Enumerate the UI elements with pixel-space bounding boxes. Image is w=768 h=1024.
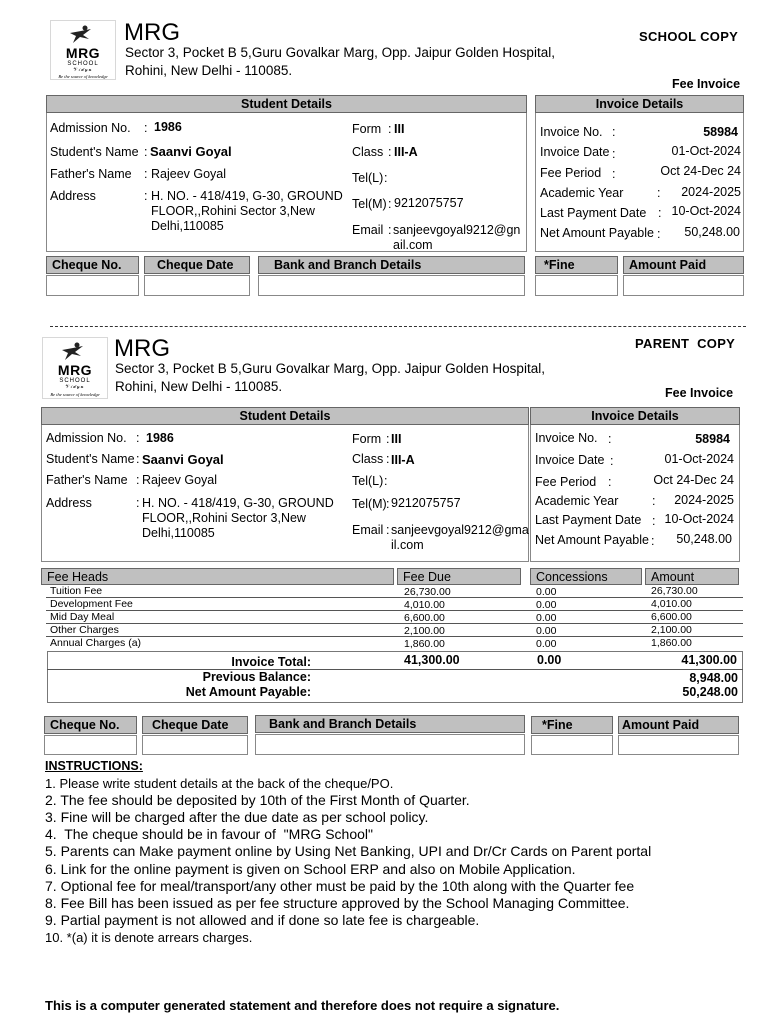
logo-script: 𝒱𝒾𝒹𝓎𝒶 <box>73 67 93 73</box>
copy-label: SCHOOL COPY <box>639 29 739 44</box>
form-label: Form <box>352 122 382 136</box>
fee-invoice-label: Fee Invoice <box>672 77 741 91</box>
colon: : <box>144 189 148 203</box>
fathers-name-value: Rajeev Goyal <box>151 167 227 181</box>
previous-balance-label: Previous Balance: <box>202 670 311 684</box>
bank-branch-field[interactable] <box>258 275 525 296</box>
net-amount-payable-label: Net Amount Payable <box>540 226 654 240</box>
amount-paid-field[interactable] <box>623 275 744 296</box>
amount-header: Amount <box>645 568 739 585</box>
invoice-no-value: 58984 <box>703 125 738 139</box>
fee-row-concession: 0.00 <box>536 599 557 611</box>
instruction-item: 5. Parents can Make payment online by Using Net Banking, UPI and Dr/Cr Cards on Parent portal <box>45 843 652 859</box>
colon: : <box>136 431 140 445</box>
cheque-no-field[interactable] <box>44 735 137 755</box>
colon: : <box>388 122 392 136</box>
form-value: III <box>394 122 405 136</box>
address-value: H. NO. - 418/419, G-30, GROUND FLOOR,,Rohini Sector 3,New Delhi,110085 <box>142 496 334 540</box>
instruction-item: 8. Fee Bill has been issued as per fee structure approved by the School Managing Committee. <box>45 895 630 911</box>
colon: : <box>608 432 612 446</box>
cheque-no-header: Cheque No. <box>46 256 139 274</box>
cheque-date-field[interactable] <box>142 735 248 755</box>
row-divider <box>46 623 743 624</box>
tel-m-label: Tel(M) <box>352 197 387 211</box>
school-name: MRG <box>114 335 170 362</box>
fee-row-head: Annual Charges (a) <box>50 637 142 649</box>
fee-row-amount: 6,600.00 <box>651 611 692 623</box>
net-amount-payable-value: 50,248.00 <box>684 225 740 239</box>
amount-paid-header: Amount Paid <box>618 716 739 734</box>
email-value-line2: il.com <box>391 538 424 552</box>
invoice-total-concession: 0.00 <box>537 653 562 667</box>
admission-no-value: 1986 <box>154 120 182 134</box>
net-amount-payable-label: Net Amount Payable <box>535 533 649 547</box>
instruction-item: 3. Fine will be charged after the due date as per school policy. <box>45 809 429 825</box>
email-label: Email <box>352 523 384 537</box>
logo-school: SCHOOL <box>67 61 99 67</box>
last-payment-date-label: Last Payment Date <box>540 206 647 220</box>
student-details-header: Student Details <box>41 407 529 425</box>
fee-row-concession: 0.00 <box>536 638 557 650</box>
colon: : <box>136 473 140 487</box>
colon: : <box>388 145 392 159</box>
row-divider <box>46 597 743 598</box>
fee-row-concession: 0.00 <box>536 625 557 637</box>
bank-branch-field[interactable] <box>255 734 525 755</box>
cheque-date-header: Cheque Date <box>144 256 250 274</box>
admission-no-label: Admission No. <box>46 431 127 445</box>
instruction-item: 4. The cheque should be in favour of "MRG School" <box>45 826 373 842</box>
totals-box <box>47 651 743 703</box>
fee-period-label: Fee Period <box>535 475 597 489</box>
fee-row-head: Development Fee <box>50 598 133 610</box>
amount-paid-field[interactable] <box>618 735 739 755</box>
colon: : <box>610 454 614 468</box>
fathers-name-value: Rajeev Goyal <box>142 473 218 487</box>
address-value: H. NO. - 418/419, G-30, GROUND FLOOR,,Rohini Sector 3,New Delhi,110085 <box>151 189 343 233</box>
colon: : <box>144 167 148 181</box>
class-label: Class <box>352 452 384 466</box>
academic-year-value: 2024-2025 <box>674 493 734 507</box>
invoice-total-due: 41,300.00 <box>404 653 460 667</box>
footer-note: This is a computer generated statement and therefore does not require a signature. <box>45 998 560 1013</box>
colon: : <box>144 145 148 159</box>
fine-header: *Fine <box>535 256 618 274</box>
fee-row-due: 6,600.00 <box>404 612 445 624</box>
school-address-line2: Rohini, New Delhi - 110085. <box>125 63 293 78</box>
bank-branch-header: Bank and Branch Details <box>258 256 525 274</box>
amount-paid-header: Amount Paid <box>623 256 744 274</box>
fee-invoice-label: Fee Invoice <box>665 386 734 400</box>
colon: : <box>652 514 656 528</box>
school-name: MRG <box>124 19 180 46</box>
student-details-header: Student Details <box>46 95 527 113</box>
email-value-line1: sanjeevgoyal9212@gma <box>391 523 529 537</box>
cheque-no-field[interactable] <box>46 275 139 296</box>
runner-logo-icon <box>59 342 87 362</box>
logo-tagline: Be the source of knowledge <box>50 392 100 397</box>
colon: : <box>612 147 616 161</box>
instruction-item: 6. Link for the online payment is given on School ERP and also on Mobile Application. <box>45 861 576 877</box>
last-payment-date-value: 10-Oct-2024 <box>671 204 741 218</box>
invoice-date-value: 01-Oct-2024 <box>664 452 734 466</box>
students-name-value: Saanvi Goyal <box>142 452 224 467</box>
colon: : <box>388 197 392 211</box>
instruction-item: 10. *(a) it is denote arrears charges. <box>45 930 253 945</box>
colon: : <box>386 432 390 446</box>
fee-row-due: 26,730.00 <box>404 586 451 598</box>
invoice-total-amount: 41,300.00 <box>681 653 737 667</box>
students-name-label: Student's Name <box>46 452 135 466</box>
invoice-no-label: Invoice No. <box>540 125 603 139</box>
instruction-item: 7. Optional fee for meal/transport/any other must be paid by the 10th along with the Quarter fee <box>45 878 635 894</box>
colon: : <box>386 523 390 537</box>
instructions-title: INSTRUCTIONS: <box>45 759 143 773</box>
invoice-date-label: Invoice Date <box>535 453 605 467</box>
email-label: Email <box>352 223 384 237</box>
academic-year-label: Academic Year <box>535 494 619 508</box>
fathers-name-label: Father's Name <box>46 473 128 487</box>
runner-logo-icon <box>67 25 95 45</box>
class-value: III-A <box>394 145 418 159</box>
logo-name: MRG <box>57 362 93 378</box>
school-address-line2: Rohini, New Delhi - 110085. <box>115 379 283 394</box>
fee-due-header: Fee Due <box>397 568 521 585</box>
colon: : <box>612 125 616 139</box>
students-name-value: Saanvi Goyal <box>150 144 232 159</box>
cut-line-divider <box>50 326 746 327</box>
colon: : <box>144 121 148 135</box>
colon: : <box>657 186 661 200</box>
academic-year-label: Academic Year <box>540 186 624 200</box>
invoice-total-label: Invoice Total: <box>231 655 311 669</box>
colon: : <box>608 475 612 489</box>
fee-row-due: 4,010.00 <box>404 599 445 611</box>
address-label: Address <box>46 496 92 510</box>
fee-period-value: Oct 24-Dec 24 <box>653 473 734 487</box>
instruction-item: 2. The fee should be deposited by 10th of the First Month of Quarter. <box>45 792 470 808</box>
colon: : <box>386 452 390 466</box>
invoice-date-value: 01-Oct-2024 <box>671 144 741 158</box>
net-payable-label: Net Amount Payable: <box>185 685 311 699</box>
logo-tagline: Be the source of knowledge <box>58 74 108 79</box>
fine-header: *Fine <box>531 716 613 734</box>
colon: : <box>136 452 140 466</box>
fine-field[interactable] <box>535 275 618 296</box>
invoice-details-header: Invoice Details <box>530 407 740 425</box>
colon: : <box>652 494 656 508</box>
colon: : <box>388 223 392 237</box>
fee-row-due: 2,100.00 <box>404 625 445 637</box>
fee-row-concession: 0.00 <box>536 612 557 624</box>
school-logo <box>50 20 116 80</box>
fee-row-concession: 0.00 <box>536 586 557 598</box>
colon: : <box>657 227 661 241</box>
colon: : <box>136 496 140 510</box>
class-label: Class <box>352 145 384 159</box>
invoice-no-label: Invoice No. <box>535 431 598 445</box>
tel-m-value: 9212075757 <box>391 496 461 510</box>
cheque-date-header: Cheque Date <box>142 716 248 734</box>
invoice-details-header: Invoice Details <box>535 95 744 113</box>
fee-row-amount: 26,730.00 <box>651 585 698 597</box>
fee-row-amount: 2,100.00 <box>651 624 692 636</box>
fee-heads-header: Fee Heads <box>41 568 394 585</box>
invoice-date-label: Invoice Date <box>540 145 610 159</box>
fee-period-value: Oct 24-Dec 24 <box>660 164 741 178</box>
instruction-item: 1. Please write student details at the back of the cheque/PO. <box>45 776 394 791</box>
net-payable-value: 50,248.00 <box>682 685 738 699</box>
tel-m-value: 9212075757 <box>394 196 464 210</box>
form-value: III <box>391 432 402 446</box>
school-address-line1: Sector 3, Pocket B 5,Guru Govalkar Marg, Opp. Jaipur Golden Hospital, <box>125 45 555 60</box>
bank-branch-header: Bank and Branch Details <box>255 715 525 733</box>
school-logo <box>42 337 108 399</box>
tel-m-label: Tel(M) <box>352 497 387 511</box>
colon: : <box>651 534 655 548</box>
net-amount-payable-value: 50,248.00 <box>676 532 732 546</box>
instruction-item: 9. Partial payment is not allowed and if done so late fee is chargeable. <box>45 912 480 928</box>
logo-name: MRG <box>65 45 101 61</box>
fee-row-head: Tuition Fee <box>50 585 103 597</box>
address-label: Address <box>50 189 96 203</box>
cheque-no-header: Cheque No. <box>44 716 137 734</box>
fine-field[interactable] <box>531 735 613 755</box>
row-divider <box>46 610 743 611</box>
last-payment-date-value: 10-Oct-2024 <box>664 512 734 526</box>
admission-no-label: Admission No. <box>50 121 131 135</box>
row-divider <box>46 636 743 637</box>
email-value-line2: ail.com <box>393 238 433 252</box>
colon: : <box>658 206 662 220</box>
fee-row-amount: 4,010.00 <box>651 598 692 610</box>
fee-row-due: 1,860.00 <box>404 638 445 650</box>
fee-row-head: Other Charges <box>50 624 119 636</box>
colon: : <box>384 474 388 488</box>
tel-l-label: Tel(L) <box>352 171 384 185</box>
logo-school: SCHOOL <box>59 378 91 384</box>
colon: : <box>384 171 388 185</box>
colon: : <box>386 497 390 511</box>
fathers-name-label: Father's Name <box>50 167 132 181</box>
fee-row-amount: 1,860.00 <box>651 637 692 649</box>
school-address-line1: Sector 3, Pocket B 5,Guru Govalkar Marg, Opp. Jaipur Golden Hospital, <box>115 361 545 376</box>
previous-balance-value: 8,948.00 <box>689 671 738 685</box>
logo-script: 𝒱𝒾𝒹𝓎𝒶 <box>65 384 85 390</box>
cheque-date-field[interactable] <box>144 275 250 296</box>
row-divider <box>47 669 743 670</box>
form-label: Form <box>352 432 382 446</box>
students-name-label: Student's Name <box>50 145 139 159</box>
copy-label: PARENT COPY <box>635 336 736 351</box>
email-value-line1: sanjeevgoyal9212@gn <box>393 223 521 237</box>
academic-year-value: 2024-2025 <box>681 185 741 199</box>
class-value: III-A <box>391 453 415 467</box>
admission-no-value: 1986 <box>146 431 174 445</box>
tel-l-label: Tel(L) <box>352 474 384 488</box>
last-payment-date-label: Last Payment Date <box>535 513 642 527</box>
fee-period-label: Fee Period <box>540 166 602 180</box>
fee-row-head: Mid Day Meal <box>50 611 115 623</box>
concessions-header: Concessions <box>530 568 642 585</box>
invoice-no-value: 58984 <box>695 432 730 446</box>
colon: : <box>612 167 616 181</box>
